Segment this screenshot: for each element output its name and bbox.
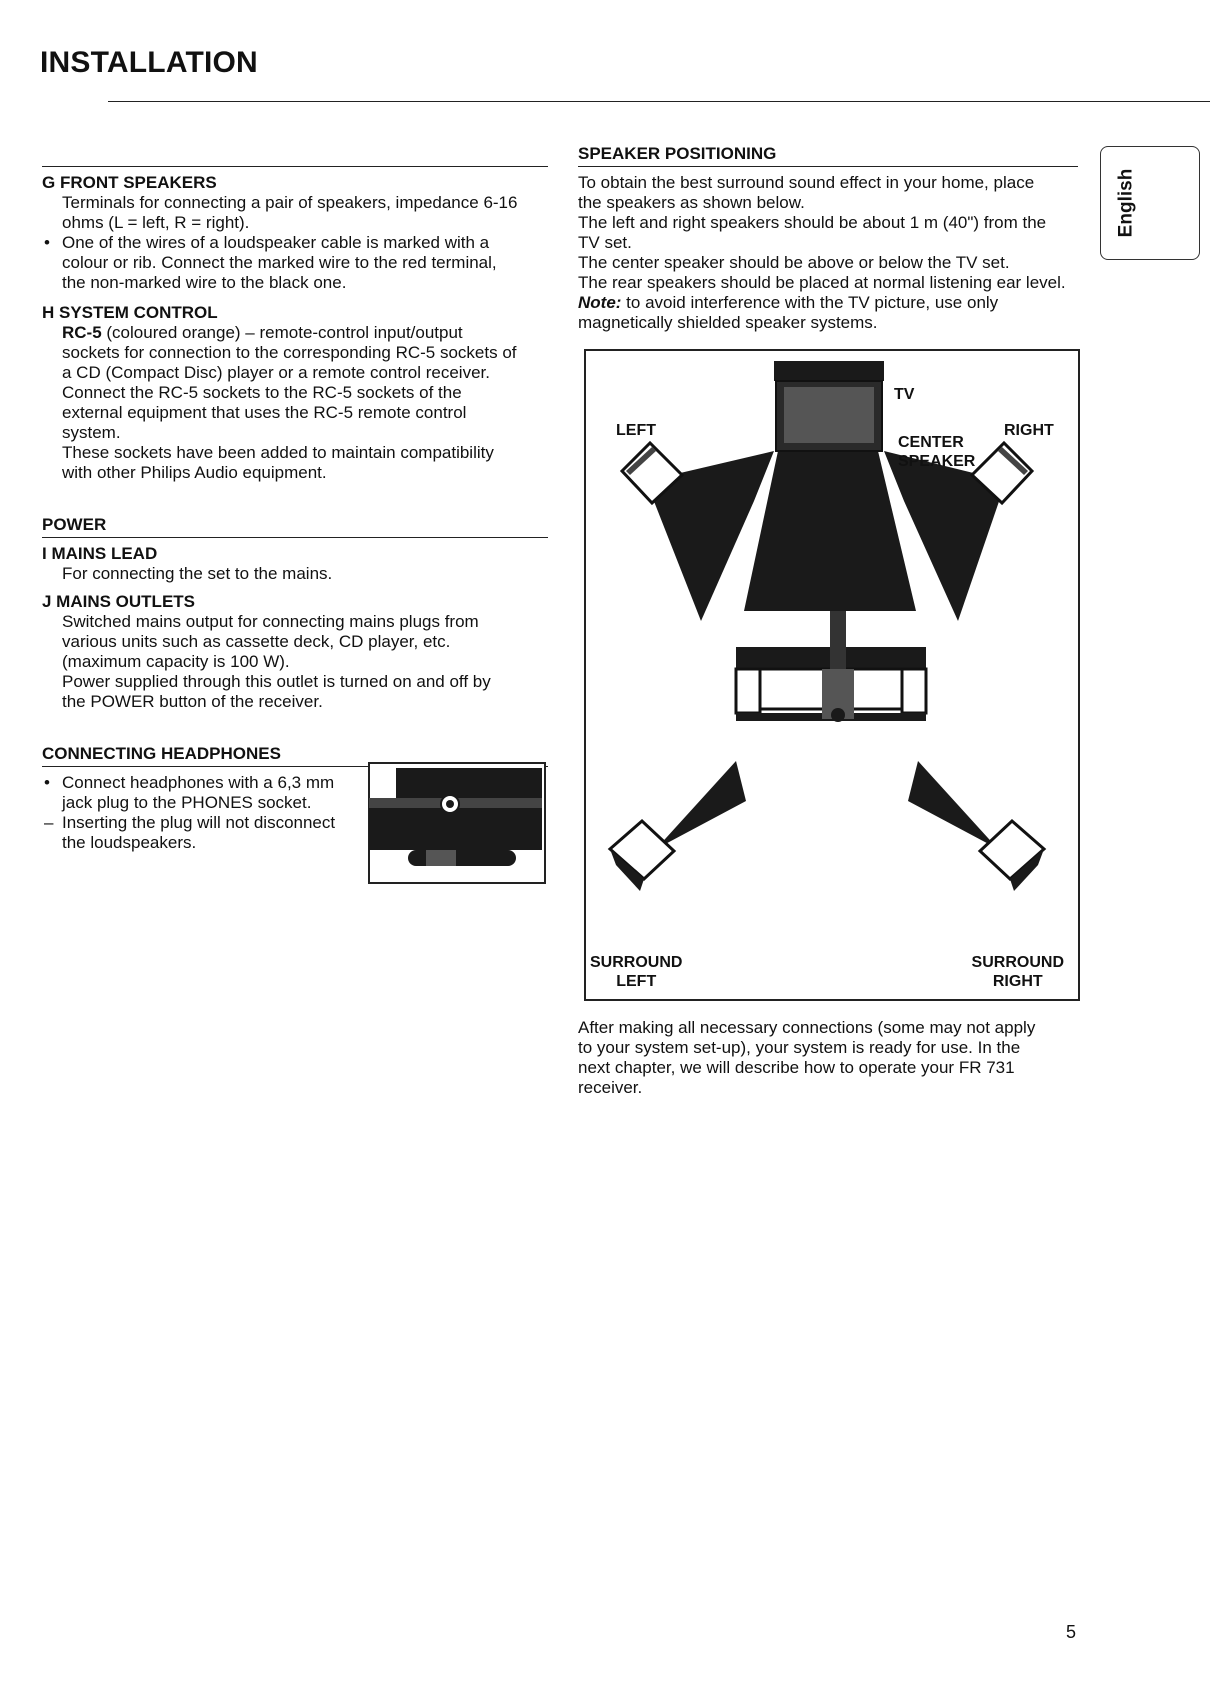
headphones-dash: [42, 813, 392, 853]
speaker-positioning-line: The rear speakers should be placed at normal listening ear level.: [578, 273, 1066, 292]
headphones-heading: CONNECTING HEADPHONES: [42, 744, 281, 763]
front-speakers-bullet-line: the non-marked wire to the black one.: [62, 273, 347, 292]
bullet-mark: •: [44, 233, 50, 252]
closing-line: to your system set-up), your system is ready for use. In the: [578, 1038, 1021, 1057]
system-control-line1-rest: (coloured orange) – remote-control input/output: [101, 323, 463, 342]
speaker-layout-diagram: [584, 349, 1080, 1001]
system-control-heading: H SYSTEM CONTROL: [42, 303, 218, 322]
label-surround-right-line-2: RIGHT: [992, 973, 1043, 990]
mains-lead-heading: I MAINS LEAD: [42, 544, 158, 563]
closing-line: next chapter, we will describe how to operate your FR 731: [578, 1058, 1015, 1077]
center-speaker: [774, 361, 884, 381]
label-surround-left-line-2: LEFT: [616, 973, 657, 990]
speaker-positioning-line: The center speaker should be above or below the TV set.: [578, 253, 1010, 272]
label-surround-right: [972, 953, 1064, 991]
closing-line: After making all necessary connections (some may not apply: [578, 1018, 1036, 1037]
system-control-first-line: [42, 323, 548, 343]
label-surround-left: [590, 953, 682, 991]
right-column: [578, 144, 1078, 333]
mains-outlets-line: Switched mains output for connecting mains plugs from: [62, 612, 479, 631]
dash-mark: –: [44, 813, 54, 832]
front-speakers-heading: G FRONT SPEAKERS: [42, 173, 217, 192]
label-center-speaker: [898, 433, 975, 471]
system-control-line: Connect the RC-5 sockets to the RC-5 sockets of the: [62, 383, 462, 402]
power-rule: [42, 537, 548, 538]
system-control-line: external equipment that uses the RC-5 remote control: [62, 403, 467, 422]
label-center-line: CENTER: [898, 434, 964, 451]
tv-screen: [784, 387, 874, 443]
closing-paragraph: [578, 1018, 1078, 1098]
front-speakers-rule: [42, 166, 548, 167]
speaker-positioning-note: [578, 293, 1078, 313]
power-heading: POWER: [42, 515, 107, 534]
mains-outlets-line: Power supplied through this outlet is turned on and off by: [62, 672, 491, 691]
label-tv: TV: [894, 386, 915, 403]
system-control-line: a CD (Compact Disc) player or a remote control receiver.: [62, 363, 490, 382]
language-tab-label: English: [1115, 168, 1136, 238]
left-column: [42, 166, 548, 853]
front-speakers-bullet-line: colour or rib. Connect the marked wire to the red terminal,: [62, 253, 497, 272]
header-divider: [108, 101, 1210, 102]
speaker-positioning-line: To obtain the best surround sound effect in your home, place: [578, 173, 1035, 192]
headphones-bullet-line: jack plug to the PHONES socket.: [62, 793, 312, 812]
center-speaker-beam: [744, 451, 916, 611]
label-right: RIGHT: [1004, 422, 1054, 439]
label-surround-left-line-1: SURROUND: [590, 954, 683, 971]
headphones-dash-line: Inserting the plug will not disconnect: [62, 813, 336, 832]
headphones-bullet: [42, 773, 392, 813]
page-number: 5: [1066, 1622, 1077, 1642]
system-control-line: system.: [62, 423, 121, 442]
note-text: to avoid interference with the TV picture, use only: [621, 293, 999, 312]
mains-outlets-line: the POWER button of the receiver.: [62, 692, 323, 711]
page-title: INSTALLATION: [40, 46, 258, 79]
rc5-label: RC-5: [62, 323, 102, 342]
mains-lead-text: For connecting the set to the mains.: [62, 564, 333, 583]
front-speakers-bullet-line: One of the wires of a loudspeaker cable is marked with a: [62, 233, 490, 252]
label-speaker-line: SPEAKER: [898, 453, 976, 470]
system-control-line: sockets for connection to the corresponding RC-5 sockets of: [62, 343, 517, 362]
speaker-positioning-note-2: magnetically shielded speaker systems.: [578, 313, 878, 332]
front-speakers-text-1: Terminals for connecting a pair of speakers, impedance 6-16: [62, 193, 518, 212]
headphones-bullet-line: Connect headphones with a 6,3 mm: [62, 773, 335, 792]
headphones-dash-line: the loudspeakers.: [62, 833, 197, 852]
mains-outlets-line: (maximum capacity is 100 W).: [62, 652, 290, 671]
speaker-layout-drawing: [586, 351, 1078, 999]
speaker-positioning-line: the speakers as shown below.: [578, 193, 805, 212]
system-control-line: These sockets have been added to maintain compatibility: [62, 443, 494, 462]
note-label: Note:: [578, 293, 622, 312]
headphone-socket-drawing: [368, 762, 546, 884]
front-speakers-text-2: ohms (L = left, R = right).: [62, 213, 250, 232]
mains-outlets-heading: J MAINS OUTLETS: [42, 592, 196, 611]
speaker-positioning-heading: SPEAKER POSITIONING: [578, 144, 777, 163]
headphone-socket-illustration: [368, 762, 546, 884]
system-control-line: with other Philips Audio equipment.: [62, 463, 327, 482]
bullet-mark: •: [44, 773, 50, 792]
closing-line: receiver.: [578, 1078, 643, 1097]
front-speakers-bullet: [42, 233, 548, 293]
surround-left-beam: [656, 761, 746, 849]
surround-right-speaker: [980, 821, 1044, 891]
label-left: LEFT: [616, 422, 656, 439]
surround-left-speaker: [610, 821, 674, 891]
mains-outlets-line: various units such as cassette deck, CD player, etc.: [62, 632, 451, 651]
language-tab-text-wrap: [1104, 150, 1148, 256]
surround-right-beam: [908, 761, 998, 849]
speaker-positioning-line: The left and right speakers should be about 1 m (40") from the: [578, 213, 1047, 232]
label-surround-right-line-1: SURROUND: [971, 954, 1064, 971]
speaker-positioning-rule: [578, 166, 1078, 167]
speaker-positioning-line: TV set.: [578, 233, 632, 252]
